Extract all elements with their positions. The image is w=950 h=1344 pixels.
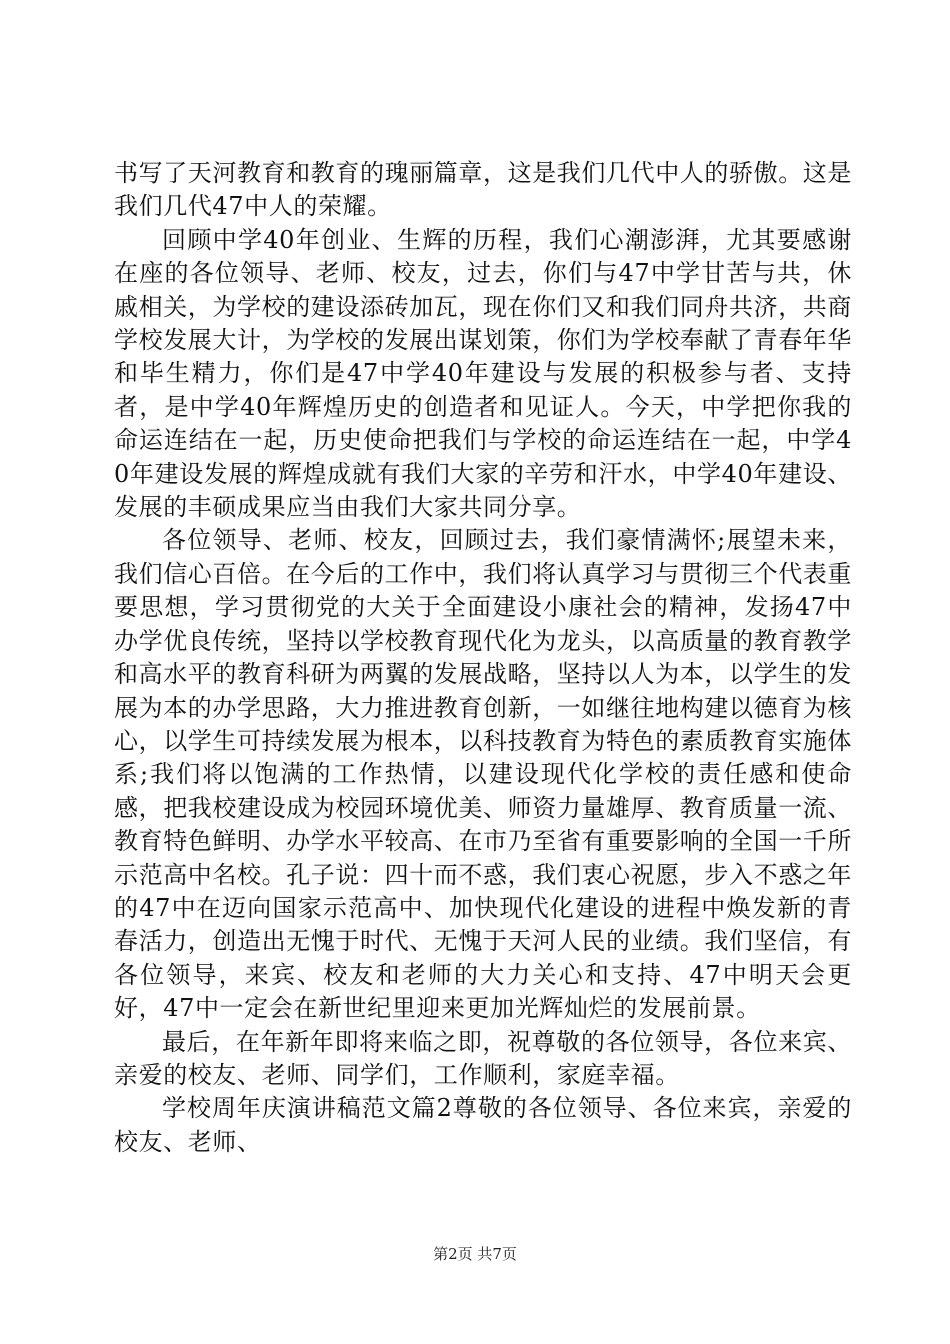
paragraph-continuation: 书写了天河教育和教育的瑰丽篇章，这是我们几代中人的骄傲。这是我们几代47中人的荣耀。	[114, 159, 852, 221]
document-body	[114, 157, 852, 1159]
page-footer: 第2页 共7页	[433, 1245, 517, 1263]
paragraph-closing: 最后，在年新年即将来临之即，祝尊敬的各位领导，各位来宾、亲爱的校友、老师、同学们，工作顺利，家庭幸福。	[114, 1027, 852, 1089]
paragraph-review: 回顾中学40年创业、生辉的历程，我们心潮澎湃，尤其要感谢在座的各位领导、老师、校友，过去，你们与47中学甘苦与共，休戚相关，为学校的建设添砖加瓦，现在你们又和我们同舟共济，共商学校发展大计，为学校的发展出谋划策，你们为学校奉献了青春年华和毕生精力，你们是47中学40年建设与发展的积极参与者、支持者，是中学40年辉煌历史的创造者和见证人。今天，中学把你我的命运连结在一起，历史使命把我们与学校的命运连结在一起，中学40年建设发展的辉煌成就有我们大家的辛劳和汗水，中学40年建设、发展的丰硕成果应当由我们大家共同分享。	[114, 225, 852, 522]
paragraph-next-speech: 学校周年庆演讲稿范文篇2尊敬的各位领导、各位来宾，亲爱的校友、老师、	[114, 1094, 852, 1156]
paragraph-outlook: 各位领导、老师、校友，回顾过去，我们豪情满怀;展望未来，我们信心百倍。在今后的工作中，我们将认真学习与贯彻三个代表重要思想，学习贯彻党的大关于全面建设小康社会的精神，发扬47中办学优良传统，坚持以学校教育现代化为龙头，以高质量的教育教学和高水平的教育科研为两翼的发展战略，坚持以人为本，以学生的发展为本的办学思路，大力推进教育创新，一如继往地构建以德育为核心，以学生可持续发展为根本，以科技教育为特色的素质教育实施体系;我们将以饱满的工作热情，以建设现代化学校的责任感和使命感，把我校建设成为校园环境优美、师资力量雄厚、教育质量一流、教育特色鲜明、办学水平较高、在市乃至省有重要影响的全国一千所示范高中名校。孔子说：四十而不惑，我们衷心祝愿，步入不惑之年的47中在迈向国家示范高中、加快现代化建设的进程中焕发新的青春活力，创造出无愧于时代、无愧于天河人民的业绩。我们坚信，有各位领导，来宾、校友和老师的大力关心和支持、47中明天会更好，47中一定会在新世纪里迎来更加光辉灿烂的发展前景。	[114, 526, 852, 1023]
